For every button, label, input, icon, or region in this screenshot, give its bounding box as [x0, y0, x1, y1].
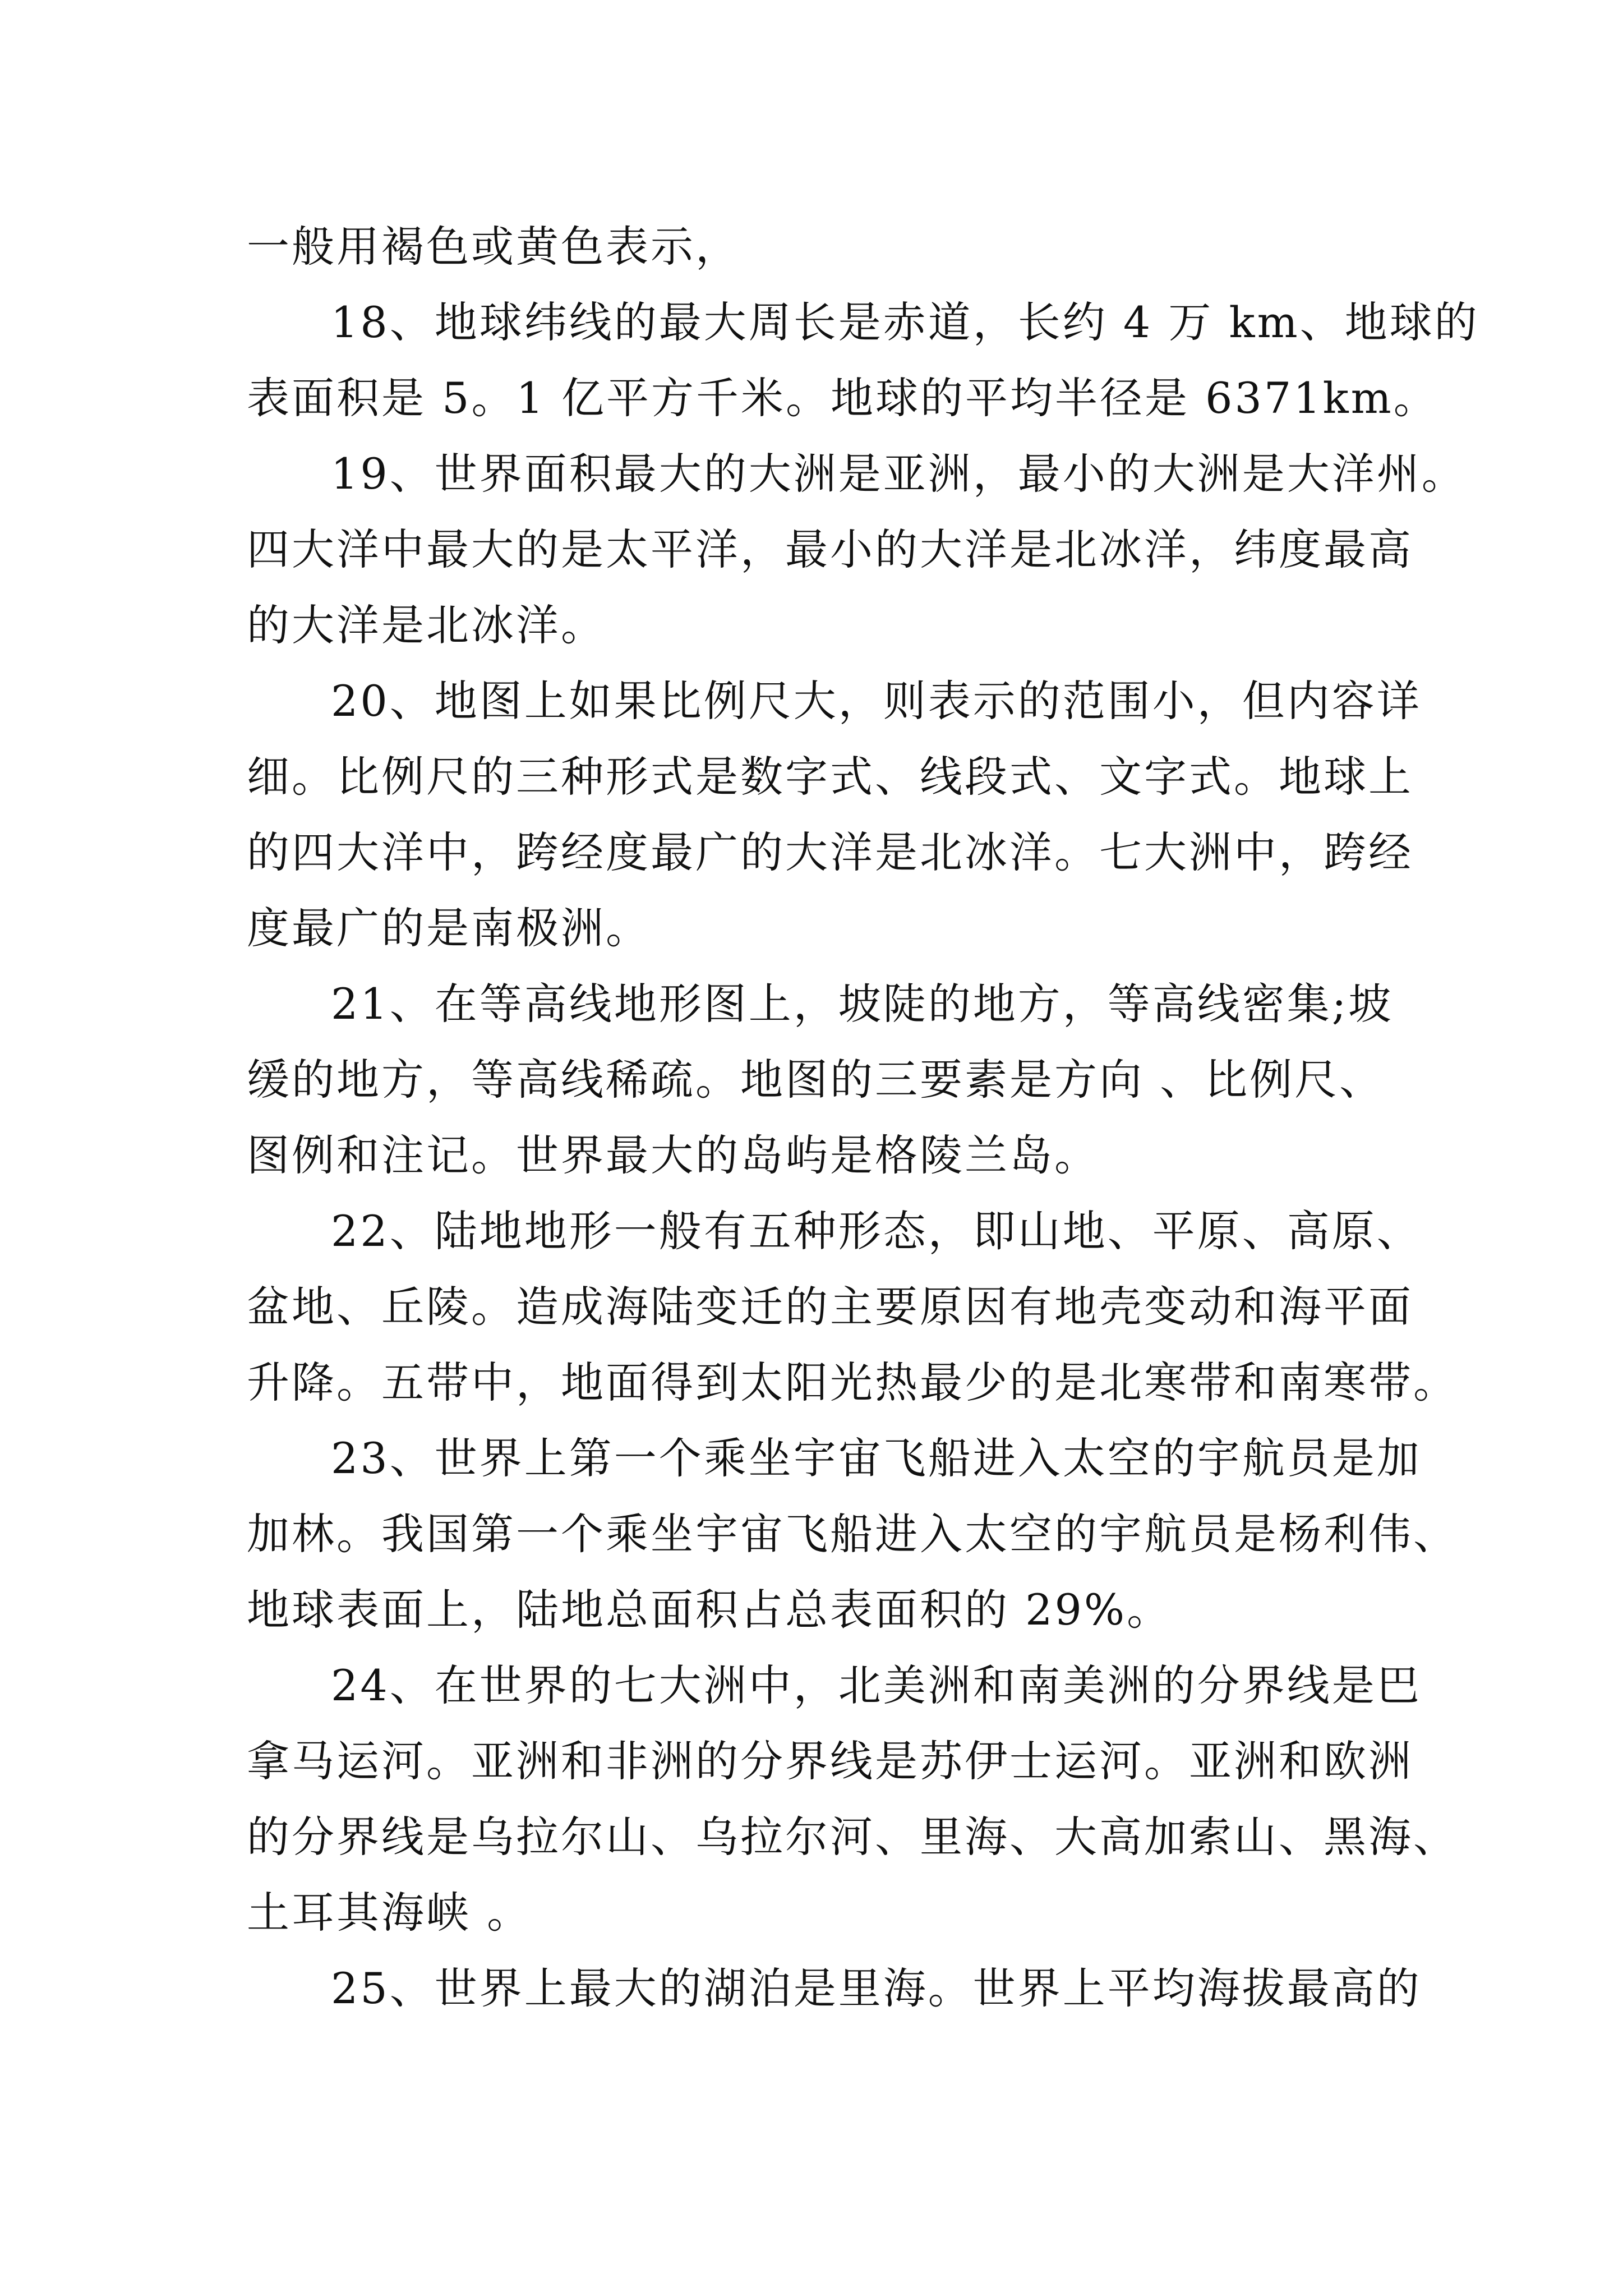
text-line: 23、世界上第一个乘坐宇宙飞船进入太空的宇航员是加: [331, 1433, 1422, 1483]
text-line: 升降。五带中，地面得到太阳光热最少的是北寒带和南寒带。: [247, 1358, 1458, 1407]
text-line: 图例和注记。世界最大的岛屿是格陵兰岛。: [247, 1130, 1099, 1180]
text-line: 四大洋中最大的是太平洋，最小的大洋是北冰洋，纬度最高: [247, 524, 1413, 574]
text-line: 细。比例尺的三种形式是数字式、线段式、文字式。地球上: [247, 752, 1413, 802]
text-line: 20、地图上如果比例尺大，则表示的范围小，但内容详: [331, 676, 1422, 726]
text-line: 加林。我国第一个乘坐宇宙飞船进入太空的宇航员是杨利伟、: [247, 1509, 1458, 1559]
text-line: 18、地球纬线的最大周长是赤道，长约 4 万 km、地球的: [331, 297, 1479, 347]
text-line: 表面积是 5。1 亿平方千米。地球的平均半径是 6371km。: [247, 373, 1438, 423]
text-line: 盆地、丘陵。造成海陆变迁的主要原因有地壳变动和海平面: [247, 1282, 1413, 1332]
text-line: 度最广的是南极洲。: [247, 903, 651, 953]
text-line: 的四大洋中，跨经度最广的大洋是北冰洋。七大洲中，跨经: [247, 827, 1413, 877]
text-line: 的大洋是北冰洋。: [247, 600, 606, 650]
text-line: 一般用褐色或黄色表示，: [247, 222, 740, 272]
text-line: 21、在等高线地形图上，坡陡的地方，等高线密集;坡: [331, 979, 1394, 1029]
text-line: 19、世界面积最大的大洲是亚洲，最小的大洲是大洋州。: [331, 449, 1467, 499]
text-line: 22、陆地地形一般有五种形态，即山地、平原、高原、: [331, 1206, 1422, 1256]
text-line: 土耳其海峡 。: [247, 1888, 532, 1938]
text-line: 25、世界上最大的湖泊是里海。世界上平均海拔最高的: [331, 1963, 1422, 2013]
text-line: 拿马运河。亚洲和非洲的分界线是苏伊士运河。亚洲和欧洲: [247, 1736, 1413, 1786]
text-line: 缓的地方，等高线稀疏。地图的三要素是方向 、比例尺、: [247, 1055, 1385, 1105]
text-line: 24、在世界的七大洲中，北美洲和南美洲的分界线是巴: [331, 1660, 1422, 1710]
text-line: 地球表面上，陆地总面积占总表面积的 29%。: [247, 1585, 1172, 1635]
text-line: 的分界线是乌拉尔山、乌拉尔河、里海、大高加索山、黑海、: [247, 1812, 1458, 1862]
